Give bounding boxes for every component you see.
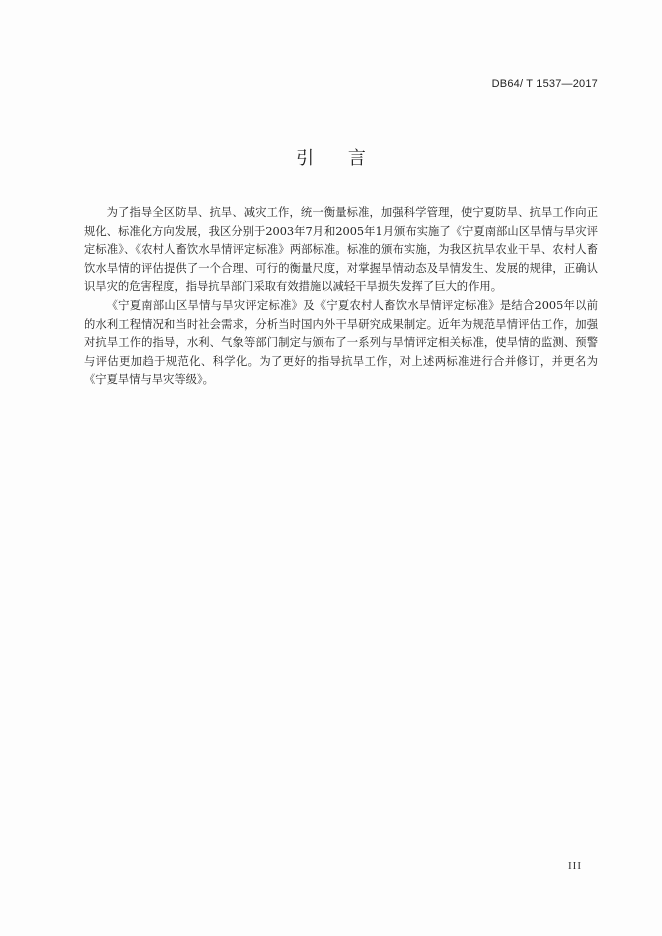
page-number: III xyxy=(568,860,582,872)
paragraph-1: 为了指导全区防旱、抗旱、减灾工作，统一衡量标准，加强科学管理，使宁夏防旱、抗旱工作向正规化、标准化方向发展，我区分别于2003年7月和2005年1月颁布实施了《宁夏南部山区旱情与旱灾评定标准》、《农村人畜饮水旱情评定标准》两部标准。标准的颁布实施，为我区抗旱农业干旱、农村人畜饮水旱情的评估提供了一个合理、可行的衡量尺度，对掌握旱情动态及旱情发生、发展的规律，正确认识旱灾的危害程度，指导抗旱部门采取有效措施以减轻干旱损失发挥了巨大的作用。 xyxy=(84,206,598,294)
body-text xyxy=(84,204,598,390)
standard-number: DB64/ T 1537—2017 xyxy=(491,78,598,90)
page-title: 引 言 xyxy=(296,148,380,169)
paragraph-2: 《宁夏南部山区旱情与旱灾评定标准》及《宁夏农村人畜饮水旱情评定标准》是结合2005年以前的水利工程情况和当时社会需求，分析当时国内外干旱研究成果制定。近年为规范旱情评估工作，加强对抗旱工作的指导，水利、气象等部门制定与颁布了一系列与旱情评定相关标准，使旱情的监测、预警与评估更加趋于规范化、科学化。为了更好的指导抗旱工作，对上述两标准进行合并修订，并更名为《宁夏旱情与旱灾等级》。 xyxy=(84,298,598,387)
